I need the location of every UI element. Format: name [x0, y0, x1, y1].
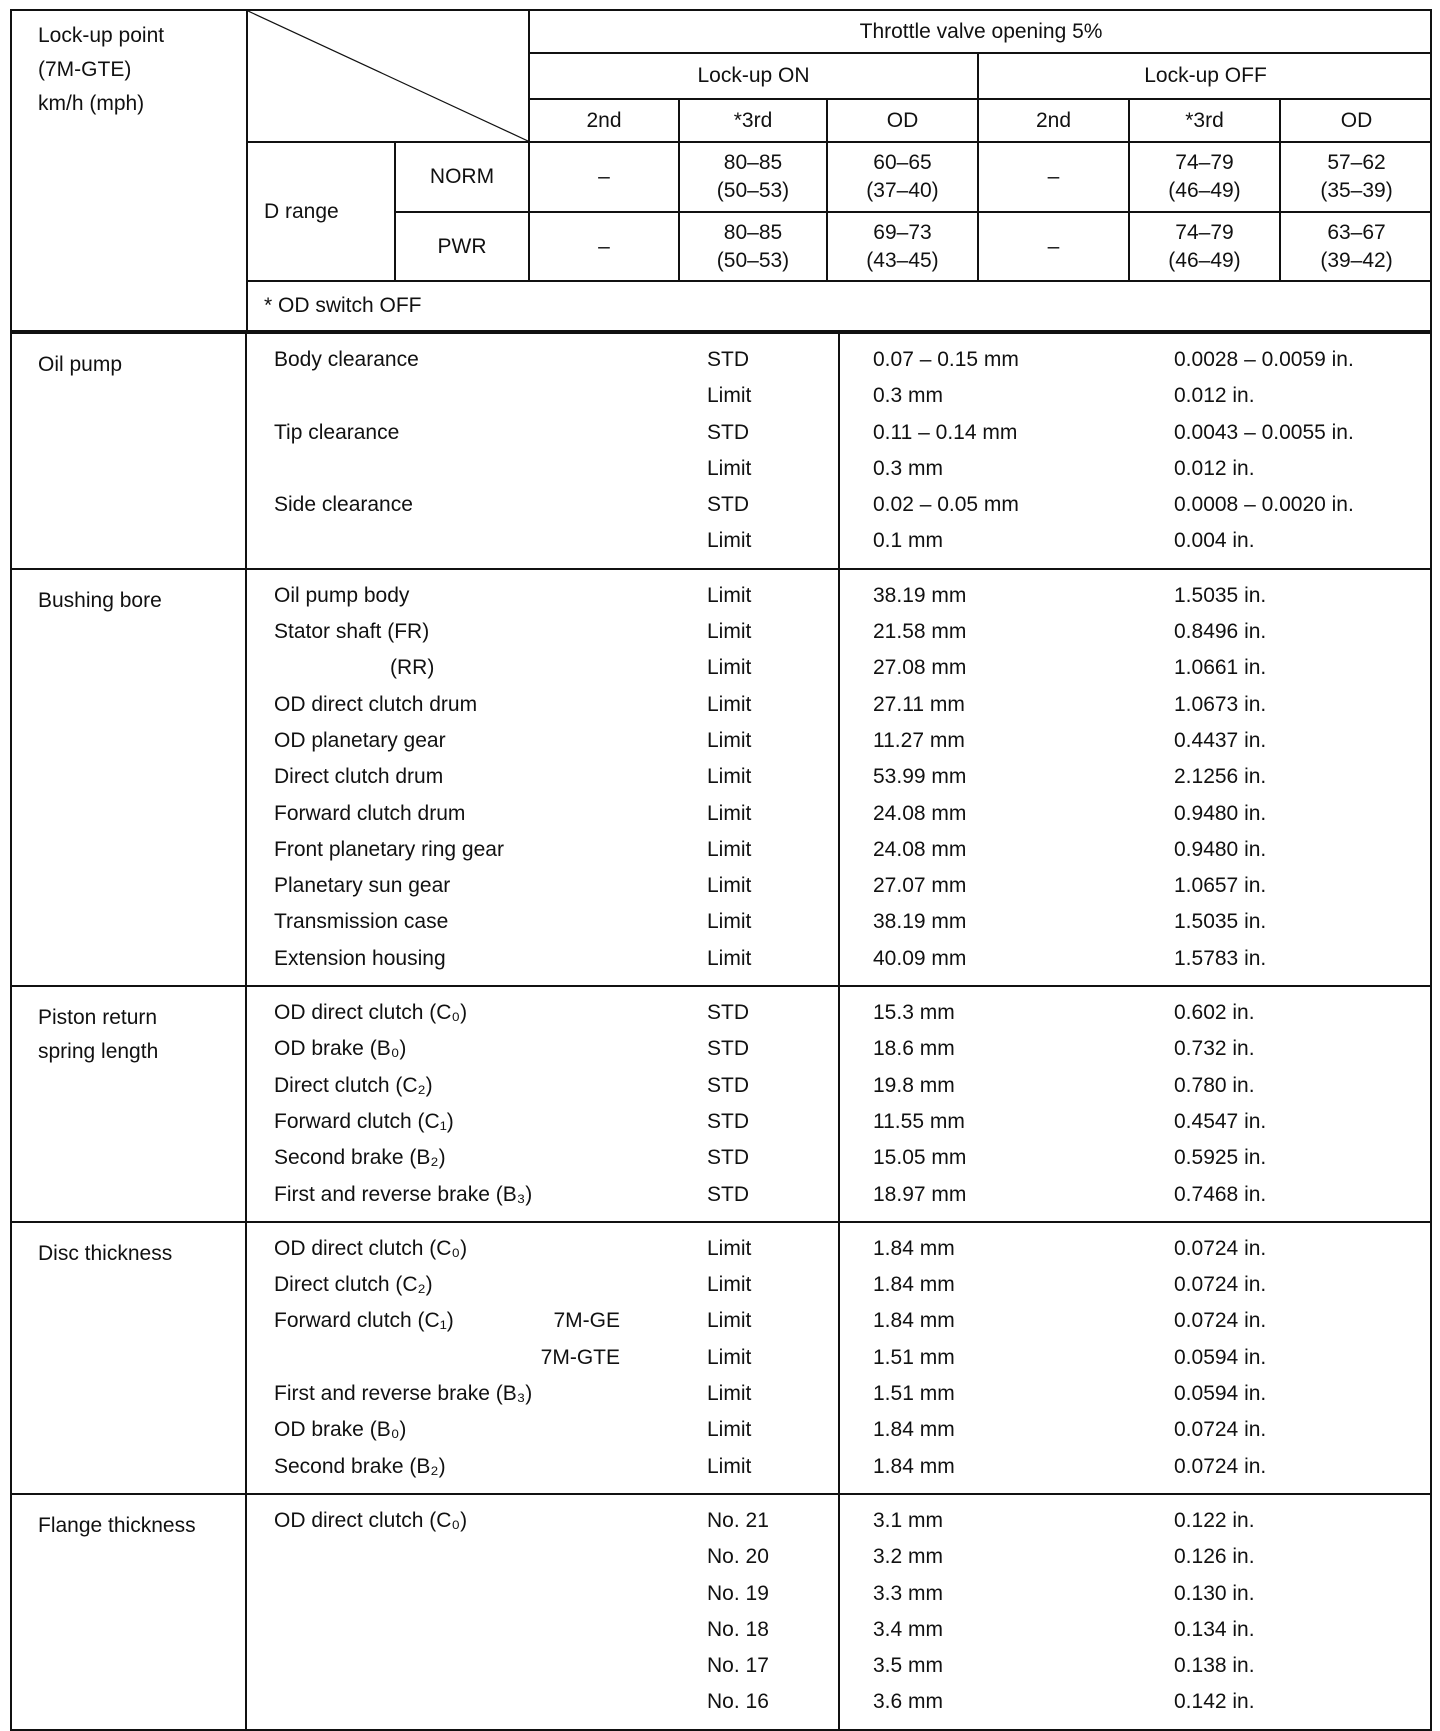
spec-row-values	[840, 1068, 1430, 1104]
item-name: OD brake (B₀)	[274, 1418, 407, 1442]
spec-grade: Limit	[707, 728, 752, 752]
spec-sections	[12, 332, 1430, 1729]
value-mm: 11.55 mm	[873, 1109, 965, 1133]
spec-row-values	[840, 868, 1430, 904]
spec-row-values	[840, 1031, 1430, 1067]
value-inch: 0.142 in.	[1174, 1690, 1255, 1714]
spec-row	[247, 759, 838, 795]
value-mm: 21.58 mm	[873, 620, 967, 644]
spec-grade: Limit	[707, 910, 752, 934]
spec-grade: STD	[707, 493, 749, 517]
lockup-value-line: 69–73	[873, 220, 932, 244]
value-mm: 40.09 mm	[873, 946, 967, 970]
value-mm: 3.4 mm	[873, 1617, 944, 1641]
item-name: OD direct clutch (C₀)	[274, 1001, 468, 1025]
label-line: Lock-up point	[38, 24, 165, 47]
spec-grade: Limit	[707, 1273, 752, 1297]
item-name: First and reverse brake (B₃)	[274, 1182, 533, 1206]
section-values	[840, 1495, 1430, 1729]
item-name: Body clearance	[274, 348, 419, 371]
lockup-value-cell	[1129, 142, 1280, 212]
diagonal-header-cell	[247, 11, 529, 142]
item-name: Extension housing	[274, 946, 446, 970]
item-name: Second brake (B₂)	[274, 1146, 446, 1170]
value-inch: 0.012 in.	[1174, 456, 1255, 480]
spec-row-values	[840, 723, 1430, 759]
value-mm: 0.02 – 0.05 mm	[873, 493, 1019, 517]
spec-row-values	[840, 1104, 1430, 1140]
value-mm: 18.6 mm	[873, 1037, 955, 1061]
spec-row	[247, 342, 838, 378]
spec-section	[12, 1221, 1430, 1493]
spec-row-values	[840, 759, 1430, 795]
engine-model: 7M-GE	[553, 1309, 620, 1333]
spec-grade: STD	[707, 1037, 749, 1061]
spec-row-values	[840, 614, 1430, 650]
spec-grade: Limit	[707, 874, 752, 898]
lockup-value-cell	[978, 212, 1129, 281]
value-mm: 27.07 mm	[873, 874, 967, 898]
lockup-value-cell	[529, 212, 679, 281]
lockup-value-line: 63–67	[1327, 220, 1386, 244]
spec-grade: Limit	[707, 1236, 752, 1260]
value-mm: 3.2 mm	[873, 1545, 944, 1569]
spec-row-values	[840, 1376, 1430, 1412]
gear-header: OD	[1280, 99, 1432, 142]
lockup-value-line: (37–40)	[866, 179, 939, 202]
spec-grade: STD	[707, 1146, 749, 1170]
item-name: Direct clutch (C₂)	[274, 1273, 433, 1297]
gear-header: *3rd	[1129, 99, 1280, 142]
spec-row-values	[840, 578, 1430, 614]
spec-row-values	[840, 1449, 1430, 1485]
value-mm: 0.3 mm	[873, 456, 944, 480]
value-mm: 3.5 mm	[873, 1654, 944, 1678]
lockup-value-line: 74–79	[1175, 220, 1234, 244]
spec-grade: Limit	[707, 1418, 752, 1442]
lockup-value-cell	[1129, 212, 1280, 281]
spec-row	[247, 1684, 838, 1720]
spec-row	[247, 1648, 838, 1684]
value-mm: 27.11 mm	[873, 692, 965, 716]
spec-row	[247, 1231, 838, 1267]
spec-row	[247, 378, 838, 414]
value-mm: 1.84 mm	[873, 1236, 955, 1260]
spec-row-values	[840, 342, 1430, 378]
spec-row	[247, 1376, 838, 1412]
lockup-value-line: –	[598, 165, 610, 188]
lockup-point-table	[12, 11, 1432, 332]
gear-header: 2nd	[529, 99, 679, 142]
spec-row-values	[840, 1503, 1430, 1539]
footnote: * OD switch OFF	[247, 281, 1432, 331]
item-name: Tip clearance	[274, 420, 400, 444]
value-mm: 24.08 mm	[873, 837, 967, 861]
value-inch: 1.5035 in.	[1174, 583, 1267, 607]
section-values	[840, 570, 1430, 985]
value-inch: 1.0661 in.	[1174, 656, 1267, 680]
value-mm: 53.99 mm	[873, 765, 967, 789]
section-items	[247, 987, 840, 1221]
value-inch: 0.0008 – 0.0020 in.	[1174, 493, 1354, 517]
spec-row-values	[840, 1576, 1430, 1612]
section-label-line: Oil pump	[38, 353, 123, 376]
value-mm: 3.1 mm	[873, 1508, 944, 1532]
item-name: Forward clutch (C₁)	[274, 1309, 454, 1333]
spec-row	[247, 1449, 838, 1485]
value-inch: 0.0724 in.	[1174, 1309, 1267, 1333]
value-inch: 0.126 in.	[1174, 1545, 1255, 1569]
value-inch: 0.0594 in.	[1174, 1345, 1267, 1369]
lockup-value-cell	[529, 142, 679, 212]
value-inch: 2.1256 in.	[1174, 765, 1267, 789]
lockup-value-line: 80–85	[723, 151, 783, 174]
spec-section	[12, 1493, 1430, 1729]
lockup-value-cell	[827, 212, 978, 281]
value-inch: 0.004 in.	[1174, 529, 1255, 553]
mode-label: NORM	[395, 142, 529, 212]
lockup-value-line: (46–49)	[1168, 248, 1241, 272]
section-label	[12, 1495, 247, 1729]
spec-row	[247, 1104, 838, 1140]
value-mm: 38.19 mm	[873, 910, 967, 934]
lockup-value-line: (43–45)	[866, 248, 939, 272]
item-name: Forward clutch drum	[274, 801, 466, 825]
spec-row-values	[840, 1684, 1430, 1720]
spec-row-values	[840, 1340, 1430, 1376]
spec-grade: Limit	[707, 529, 752, 553]
spec-row	[247, 1412, 838, 1448]
section-items	[247, 1223, 840, 1493]
spec-grade: Limit	[707, 1309, 752, 1333]
engine-model: 7M-GTE	[540, 1345, 620, 1369]
spec-grade: STD	[707, 348, 749, 371]
spec-grade: No. 16	[707, 1690, 769, 1714]
value-mm: 1.84 mm	[873, 1273, 955, 1297]
value-mm: 3.6 mm	[873, 1690, 944, 1714]
value-inch: 1.5783 in.	[1174, 946, 1267, 970]
spec-grade: No. 19	[707, 1581, 769, 1605]
spec-grade: Limit	[707, 456, 752, 480]
spec-row	[247, 650, 838, 686]
spec-row	[247, 614, 838, 650]
item-name: Stator shaft (FR)	[274, 620, 430, 644]
label-line: (7M-GTE)	[38, 58, 132, 81]
lockup-value-line: –	[1047, 234, 1060, 258]
label-line: km/h (mph)	[38, 92, 145, 115]
spec-row	[247, 1267, 838, 1303]
spec-row	[247, 723, 838, 759]
section-label	[12, 987, 247, 1221]
spec-grade: STD	[707, 1109, 749, 1133]
spec-grade: No. 17	[707, 1654, 769, 1678]
value-inch: 0.0724 in.	[1174, 1418, 1267, 1442]
value-mm: 18.97 mm	[873, 1182, 967, 1206]
value-inch: 0.134 in.	[1174, 1617, 1255, 1641]
value-mm: 11.27 mm	[873, 728, 965, 752]
spec-row	[247, 1576, 838, 1612]
value-inch: 0.130 in.	[1174, 1581, 1255, 1605]
spec-grade: Limit	[707, 837, 752, 861]
value-inch: 1.0673 in.	[1174, 692, 1267, 716]
spec-row	[247, 796, 838, 832]
spec-row	[247, 687, 838, 723]
spec-row	[247, 415, 838, 451]
spec-table	[10, 9, 1432, 1731]
item-name: Forward clutch (C₁)	[274, 1109, 454, 1133]
lockup-value-cell	[679, 212, 827, 281]
lockup-value-cell	[679, 142, 827, 212]
lockup-point-label	[12, 11, 247, 331]
lockup-value-line: (39–42)	[1320, 248, 1393, 272]
value-inch: 0.138 in.	[1174, 1654, 1255, 1678]
spec-row	[247, 832, 838, 868]
value-mm: 15.3 mm	[873, 1001, 955, 1025]
lockup-value-cell	[1280, 212, 1432, 281]
value-mm: 0.07 – 0.15 mm	[873, 348, 1019, 371]
lockup-value-cell	[978, 142, 1129, 212]
spec-row-values	[840, 1539, 1430, 1575]
spec-row	[247, 868, 838, 904]
lockup-value-line: –	[598, 234, 610, 258]
gear-header: 2nd	[978, 99, 1129, 142]
lockup-on-header: Lock-up ON	[529, 53, 978, 99]
item-name: Oil pump body	[274, 583, 410, 607]
item-name: Second brake (B₂)	[274, 1454, 446, 1478]
value-mm: 0.1 mm	[873, 529, 944, 553]
value-mm: 15.05 mm	[873, 1146, 967, 1170]
item-name: Side clearance	[274, 493, 413, 517]
item-name: OD direct clutch (C₀)	[274, 1236, 468, 1260]
spec-row-values	[840, 523, 1430, 559]
spec-row	[247, 1031, 838, 1067]
item-name: Planetary sun gear	[274, 874, 451, 898]
spec-grade: Limit	[707, 656, 752, 680]
lockup-value-line: (50–53)	[716, 179, 790, 202]
spec-row	[247, 487, 838, 523]
spec-grade: Limit	[707, 801, 752, 825]
spec-row	[247, 904, 838, 940]
value-mm: 38.19 mm	[873, 583, 967, 607]
value-inch: 0.9480 in.	[1174, 801, 1267, 825]
spec-row-values	[840, 1612, 1430, 1648]
lockup-value-line: (46–49)	[1168, 179, 1241, 202]
spec-grade: Limit	[707, 583, 752, 607]
value-inch: 0.0724 in.	[1174, 1236, 1267, 1260]
value-mm: 1.84 mm	[873, 1454, 955, 1478]
value-inch: 0.0594 in.	[1174, 1382, 1267, 1406]
spec-row-values	[840, 941, 1430, 977]
spec-row-values	[840, 650, 1430, 686]
spec-grade: No. 21	[707, 1508, 769, 1532]
spec-section	[12, 332, 1430, 568]
spec-section	[12, 568, 1430, 985]
item-name: Direct clutch (C₂)	[274, 1073, 433, 1097]
item-name: First and reverse brake (B₃)	[274, 1382, 533, 1406]
section-values	[840, 1223, 1430, 1493]
spec-row	[247, 523, 838, 559]
section-values	[840, 987, 1430, 1221]
lockup-value-line: 57–62	[1327, 151, 1386, 174]
item-name: OD direct clutch (C₀)	[274, 1508, 468, 1532]
value-inch: 0.0724 in.	[1174, 1273, 1267, 1297]
lockup-value-line: 60–65	[873, 151, 932, 174]
value-inch: 0.4437 in.	[1174, 728, 1267, 752]
value-mm: 1.51 mm	[873, 1382, 955, 1406]
lockup-value-line: –	[1047, 165, 1060, 188]
value-mm: 1.84 mm	[873, 1418, 955, 1442]
section-items	[247, 570, 840, 985]
spec-row-values	[840, 904, 1430, 940]
spec-grade: STD	[707, 1073, 749, 1097]
gear-header: OD	[827, 99, 978, 142]
lockup-value-line: 80–85	[723, 220, 783, 244]
spec-row	[247, 995, 838, 1031]
spec-row	[247, 1503, 838, 1539]
spec-grade: STD	[707, 1001, 749, 1025]
value-inch: 0.012 in.	[1174, 384, 1255, 408]
diagonal-line	[248, 11, 528, 141]
value-inch: 0.0043 – 0.0055 in.	[1174, 420, 1354, 444]
spec-row-values	[840, 1412, 1430, 1448]
spec-row	[247, 451, 838, 487]
spec-row-values	[840, 1648, 1430, 1684]
value-inch: 0.5925 in.	[1174, 1146, 1267, 1170]
lockup-value-cell	[827, 142, 978, 212]
spec-row	[247, 1539, 838, 1575]
spec-row-values	[840, 1267, 1430, 1303]
value-mm: 24.08 mm	[873, 801, 967, 825]
lockup-off-header: Lock-up OFF	[978, 53, 1432, 99]
spec-grade: Limit	[707, 1382, 752, 1406]
value-inch: 1.5035 in.	[1174, 910, 1267, 934]
value-inch: 0.9480 in.	[1174, 837, 1267, 861]
value-inch: 0.0724 in.	[1174, 1454, 1267, 1478]
value-inch: 0.0028 – 0.0059 in.	[1174, 348, 1354, 371]
section-items	[247, 334, 840, 568]
spec-row-values	[840, 1231, 1430, 1267]
spec-grade: Limit	[707, 1345, 752, 1369]
section-items	[247, 1495, 840, 1729]
lockup-value-line: (35–39)	[1320, 179, 1393, 202]
section-label	[12, 1223, 247, 1493]
value-inch: 0.122 in.	[1174, 1508, 1255, 1532]
spec-grade: Limit	[707, 946, 752, 970]
spec-grade: STD	[707, 1182, 749, 1206]
throttle-header: Throttle valve opening 5%	[529, 11, 1432, 53]
spec-row-values	[840, 832, 1430, 868]
value-mm: 0.3 mm	[873, 384, 944, 408]
section-values	[840, 334, 1430, 568]
d-range-label: D range	[247, 142, 395, 281]
section-label	[12, 570, 247, 985]
value-inch: 1.0657 in.	[1174, 874, 1267, 898]
mode-label: PWR	[395, 212, 529, 281]
spec-row-values	[840, 995, 1430, 1031]
lockup-value-line: 74–79	[1175, 151, 1234, 174]
value-mm: 3.3 mm	[873, 1581, 944, 1605]
spec-row-values	[840, 451, 1430, 487]
lockup-value-cell	[1280, 142, 1432, 212]
spec-row-values	[840, 796, 1430, 832]
value-inch: 0.7468 in.	[1174, 1182, 1267, 1206]
spec-grade: Limit	[707, 765, 752, 789]
value-inch: 0.602 in.	[1174, 1001, 1255, 1025]
spec-grade: STD	[707, 420, 749, 444]
item-name: Direct clutch drum	[274, 765, 444, 789]
spec-grade: No. 18	[707, 1617, 769, 1641]
section-label-line: Bushing bore	[38, 588, 162, 612]
value-mm: 0.11 – 0.14 mm	[873, 420, 1018, 444]
spec-row	[247, 941, 838, 977]
spec-row	[247, 1612, 838, 1648]
section-label	[12, 334, 247, 568]
value-mm: 1.51 mm	[873, 1345, 955, 1369]
spec-row	[247, 1068, 838, 1104]
spec-row	[247, 1177, 838, 1213]
spec-row-values	[840, 378, 1430, 414]
spec-grade: Limit	[707, 692, 752, 716]
value-inch: 0.4547 in.	[1174, 1109, 1267, 1133]
spec-row	[247, 1140, 838, 1176]
section-label-line: Piston return	[38, 1006, 158, 1030]
spec-row-values	[840, 487, 1430, 523]
spec-section	[12, 985, 1430, 1221]
item-name: Transmission case	[274, 910, 449, 934]
item-name: (RR)	[390, 656, 435, 680]
gear-header: *3rd	[679, 99, 827, 142]
spec-grade: Limit	[707, 1454, 752, 1478]
spec-grade: Limit	[707, 620, 752, 644]
spec-row-values	[840, 687, 1430, 723]
spec-row-values	[840, 415, 1430, 451]
section-label-line: Flange thickness	[38, 1513, 196, 1537]
spec-row	[247, 1340, 838, 1376]
spec-row	[247, 1303, 838, 1339]
item-name: OD direct clutch drum	[274, 692, 478, 716]
section-label-line: Disc thickness	[38, 1241, 173, 1265]
value-mm: 19.8 mm	[873, 1073, 955, 1097]
spec-row	[247, 578, 838, 614]
lockup-value-line: (50–53)	[716, 248, 790, 272]
value-mm: 27.08 mm	[873, 656, 967, 680]
section-label-line: spring length	[38, 1040, 159, 1064]
spec-row-values	[840, 1303, 1430, 1339]
item-name: OD planetary gear	[274, 728, 446, 752]
spec-row-values	[840, 1140, 1430, 1176]
value-inch: 0.732 in.	[1174, 1037, 1255, 1061]
item-name: Front planetary ring gear	[274, 837, 504, 861]
value-mm: 1.84 mm	[873, 1309, 955, 1333]
value-inch: 0.780 in.	[1174, 1073, 1255, 1097]
item-name: OD brake (B₀)	[274, 1037, 407, 1061]
spec-grade: No. 20	[707, 1545, 769, 1569]
spec-row-values	[840, 1177, 1430, 1213]
value-inch: 0.8496 in.	[1174, 620, 1267, 644]
spec-grade: Limit	[707, 384, 752, 408]
